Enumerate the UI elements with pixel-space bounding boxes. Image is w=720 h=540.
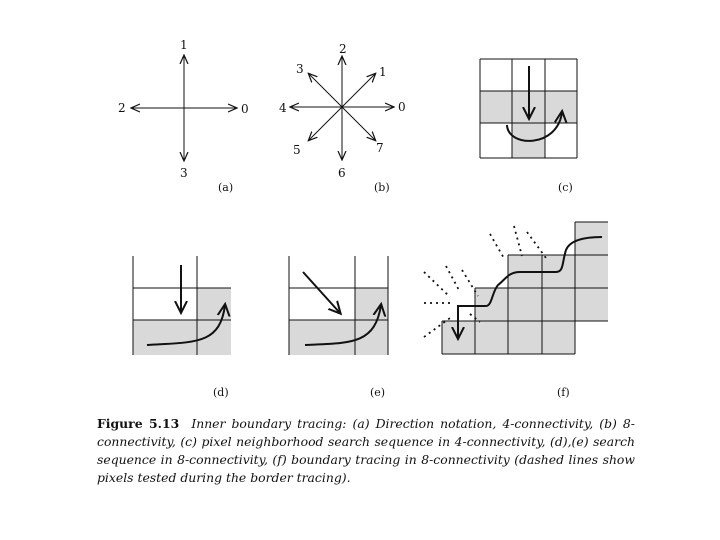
dir-label-0: 0 <box>241 102 249 116</box>
dir-label-1: 1 <box>379 65 387 79</box>
panel-b-caption: (b) <box>374 181 390 194</box>
panel-e-caption: (e) <box>370 386 386 399</box>
dir-label-0: 0 <box>398 100 406 114</box>
panel-e-search-8 <box>289 256 388 399</box>
figure-caption-text: Inner boundary tracing: (a) Direction notation, 4-connectivity, (b) 8-connectivity, (c) pixel neighborhood search sequence in 4-connectivity, (d),(e) search sequence in 8-connectivity, (f) boundary tracing in 8-connectivity (dashed lines show pixels tested during the border tracing). <box>97 416 635 485</box>
panel-d-caption: (d) <box>213 386 229 399</box>
panel-f-boundary-tracing <box>424 222 608 399</box>
panel-a-direction-4 <box>118 38 249 194</box>
panel-a-caption: (a) <box>218 181 234 194</box>
dir-label-7: 7 <box>376 141 384 155</box>
panel-c-search-4 <box>480 59 577 194</box>
dir-label-3: 3 <box>296 62 304 76</box>
dir-label-2: 2 <box>118 101 126 115</box>
dir-label-1: 1 <box>180 38 188 52</box>
dir-label-5: 5 <box>293 143 301 157</box>
figure-caption <box>97 415 635 487</box>
dir-label-3: 3 <box>180 166 188 180</box>
dir-label-2: 2 <box>339 42 347 56</box>
dir-label-6: 6 <box>338 166 346 180</box>
figure-label: Figure 5.13 <box>97 416 180 431</box>
dir-label-4: 4 <box>279 101 287 115</box>
panel-b-direction-8 <box>279 42 406 194</box>
panel-c-caption: (c) <box>558 181 573 194</box>
panel-d-search-8 <box>133 256 231 399</box>
panel-f-caption: (f) <box>557 386 570 399</box>
